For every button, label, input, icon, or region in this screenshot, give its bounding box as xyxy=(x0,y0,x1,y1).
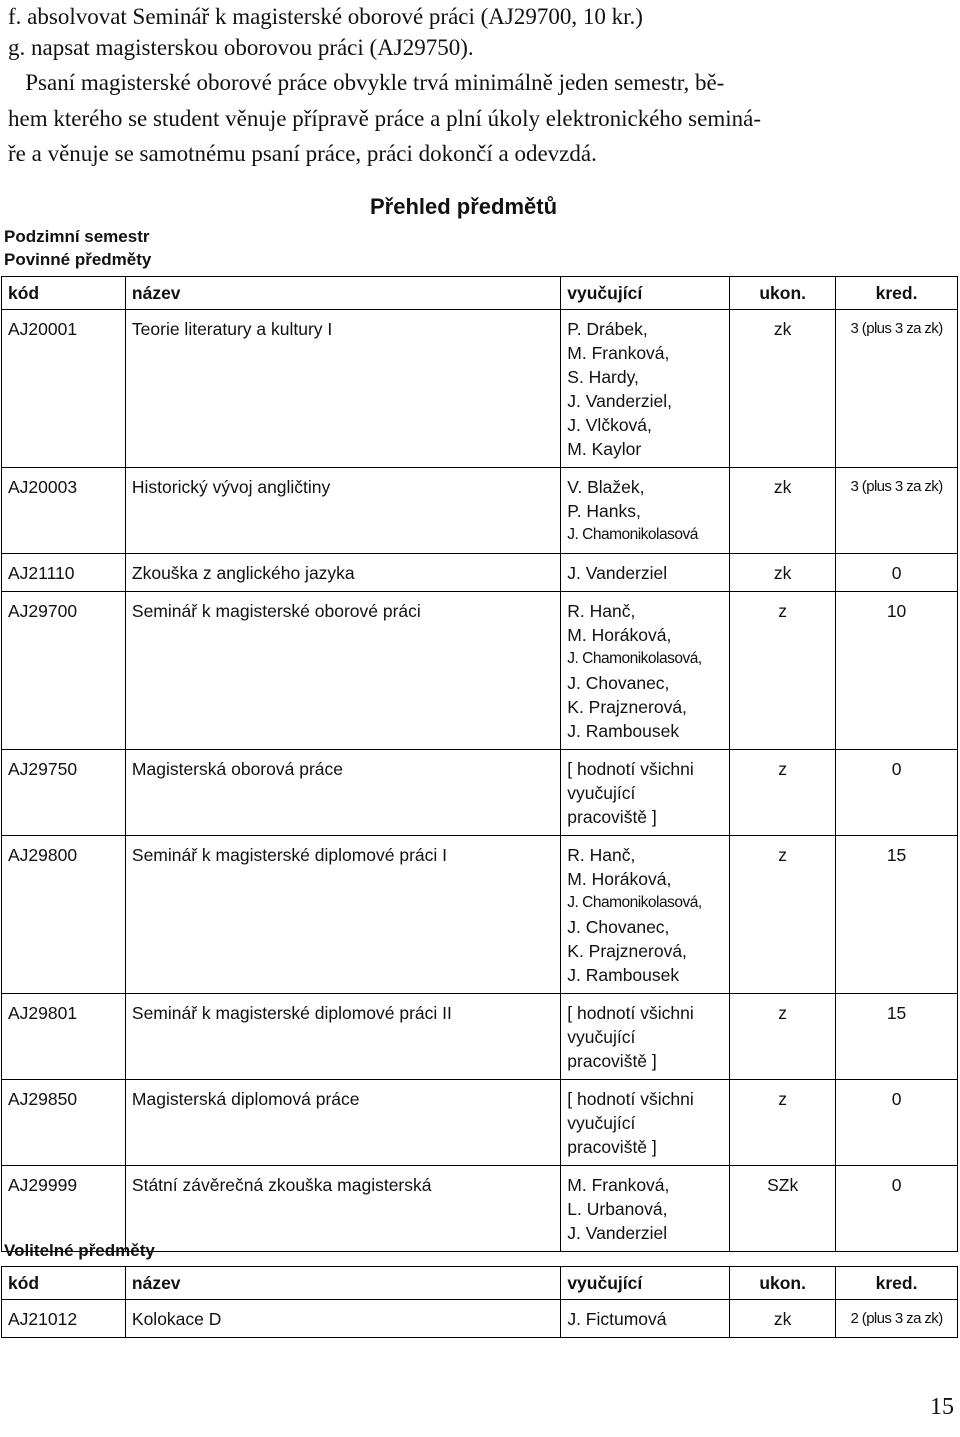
course-code: AJ29850 xyxy=(2,1080,126,1166)
table-row xyxy=(2,554,958,592)
column-header-lecturers: vyučující xyxy=(561,1267,730,1300)
lecturer-name: vyučující xyxy=(567,1113,636,1133)
overview-title: Přehled předmětů xyxy=(370,194,558,219)
course-completion: zk xyxy=(730,310,836,468)
course-credits: 0 xyxy=(836,750,958,836)
lecturer-name: J. Vlčková, xyxy=(567,415,652,435)
table-row xyxy=(2,468,958,554)
course-name: Kolokace D xyxy=(125,1300,560,1338)
lecturer-name: vyučující xyxy=(567,783,636,803)
lecturer-name: J. Chamonikolasová, xyxy=(567,894,702,911)
course-code: AJ20003 xyxy=(2,468,126,554)
column-header-completion: ukon. xyxy=(730,277,836,310)
course-code: AJ21012 xyxy=(2,1300,126,1338)
table-row xyxy=(2,836,958,994)
column-header-completion: ukon. xyxy=(730,1267,836,1300)
course-name: Magisterská oborová práce xyxy=(125,750,560,836)
lecturer-name: M. Horáková, xyxy=(567,869,672,889)
course-completion: z xyxy=(730,750,836,836)
lecturer-name: J. Chamonikolasová xyxy=(567,526,698,543)
table-row xyxy=(2,1166,958,1252)
lecturer-name: pracoviště ] xyxy=(567,807,657,827)
paragraph-line: Psaní magisterské oborové práce obvykle trvá minimálně jeden semestr, bě- xyxy=(8,70,725,95)
course-code: AJ29750 xyxy=(2,750,126,836)
course-lecturers xyxy=(561,994,730,1080)
lecturer-name: K. Prajznerová, xyxy=(567,941,687,961)
course-code: AJ21110 xyxy=(2,554,126,592)
table-row xyxy=(2,592,958,750)
lecturer-name: J. Chamonikolasová, xyxy=(567,650,702,667)
column-header-name: název xyxy=(125,277,560,310)
lecturer-name: M. Kaylor xyxy=(567,439,642,459)
course-credits: 0 xyxy=(836,1080,958,1166)
course-name: Seminář k magisterské diplomové práci II xyxy=(125,994,560,1080)
course-lecturers xyxy=(561,592,730,750)
course-lecturers xyxy=(561,750,730,836)
lecturer-name: pracoviště ] xyxy=(567,1137,657,1157)
course-credits: 15 xyxy=(836,836,958,994)
lecturer-name: P. Hanks, xyxy=(567,501,641,521)
lecturer-name: J. Rambousek xyxy=(567,965,680,985)
course-credits: 3 (plus 3 za zk) xyxy=(836,310,958,468)
lecturer-name: S. Hardy, xyxy=(567,367,639,387)
table-row xyxy=(2,1300,958,1338)
table-row xyxy=(2,310,958,468)
lecturer-name: M. Franková, xyxy=(567,343,670,363)
column-header-lecturers: vyučující xyxy=(561,277,730,310)
course-credits: 0 xyxy=(836,1166,958,1252)
lecturer-name: J. Chovanec, xyxy=(567,917,670,937)
course-lecturers xyxy=(561,310,730,468)
course-lecturers xyxy=(561,1166,730,1252)
lecturer-name: R. Hanč, xyxy=(567,601,636,621)
course-completion: z xyxy=(730,994,836,1080)
lecturer-name: [ hodnotí všichni xyxy=(567,1003,694,1023)
course-completion: z xyxy=(730,592,836,750)
lecturer-name: J. Vanderziel xyxy=(567,563,668,583)
lecturer-name: L. Urbanová, xyxy=(567,1199,668,1219)
paragraph-line: ře a věnuje se samotnému psaní práce, práci dokončí a odevzdá. xyxy=(8,141,597,166)
mandatory-courses-table xyxy=(1,276,958,1252)
elective-title: Volitelné předměty xyxy=(4,1241,155,1260)
column-header-code: kód xyxy=(2,277,126,310)
course-lecturers xyxy=(561,836,730,994)
list-item-f: f. absolvovat Seminář k magisterské oborové práci (AJ29700, 10 kr.) xyxy=(8,4,643,29)
column-header-credits: kred. xyxy=(836,277,958,310)
lecturer-name: M. Horáková, xyxy=(567,625,672,645)
course-lecturers xyxy=(561,1300,730,1338)
course-code: AJ29800 xyxy=(2,836,126,994)
list-item-g: g. napsat magisterskou oborovou práci (AJ29750). xyxy=(8,35,474,60)
lecturer-name: vyučující xyxy=(567,1027,636,1047)
table-row xyxy=(2,1080,958,1166)
lecturer-name: J. Chovanec, xyxy=(567,673,670,693)
lecturer-name: J. Vanderziel xyxy=(567,1223,668,1243)
lecturer-name: J. Fictumová xyxy=(567,1309,667,1329)
table-row xyxy=(2,750,958,836)
column-header-credits: kred. xyxy=(836,1267,958,1300)
lecturer-name: [ hodnotí všichni xyxy=(567,1089,694,1109)
lecturer-name: V. Blažek, xyxy=(567,477,645,497)
lecturer-name: J. Vanderziel, xyxy=(567,391,673,411)
semester-label: Podzimní semestr xyxy=(4,227,150,246)
course-credits: 2 (plus 3 za zk) xyxy=(836,1300,958,1338)
table-row xyxy=(2,994,958,1080)
course-code: AJ20001 xyxy=(2,310,126,468)
course-completion: SZk xyxy=(730,1166,836,1252)
paragraph-line: hem kterého se student věnuje přípravě práce a plní úkoly elektronického seminá- xyxy=(8,106,761,131)
table-header-row xyxy=(2,277,958,310)
mandatory-title: Povinné předměty xyxy=(4,250,152,269)
course-lecturers xyxy=(561,468,730,554)
course-completion: zk xyxy=(730,468,836,554)
course-name: Seminář k magisterské diplomové práci I xyxy=(125,836,560,994)
course-name: Historický vývoj angličtiny xyxy=(125,468,560,554)
course-credits: 0 xyxy=(836,554,958,592)
lecturer-name: K. Prajznerová, xyxy=(567,697,687,717)
course-credits: 15 xyxy=(836,994,958,1080)
table-header-row xyxy=(2,1267,958,1300)
course-completion: zk xyxy=(730,1300,836,1338)
page-number: 15 xyxy=(930,1394,954,1420)
course-name: Teorie literatury a kultury I xyxy=(125,310,560,468)
course-completion: z xyxy=(730,1080,836,1166)
course-code: AJ29999 xyxy=(2,1166,126,1252)
course-name: Magisterská diplomová práce xyxy=(125,1080,560,1166)
course-code: AJ29700 xyxy=(2,592,126,750)
column-header-name: název xyxy=(125,1267,560,1300)
course-code: AJ29801 xyxy=(2,994,126,1080)
course-completion: zk xyxy=(730,554,836,592)
lecturer-name: R. Hanč, xyxy=(567,845,636,865)
elective-courses-table xyxy=(1,1266,958,1338)
lecturer-name: pracoviště ] xyxy=(567,1051,657,1071)
column-header-code: kód xyxy=(2,1267,126,1300)
course-completion: z xyxy=(730,836,836,994)
course-name: Státní závěrečná zkouška magisterská xyxy=(125,1166,560,1252)
course-credits: 10 xyxy=(836,592,958,750)
lecturer-name: [ hodnotí všichni xyxy=(567,759,694,779)
course-lecturers xyxy=(561,554,730,592)
course-name: Zkouška z anglického jazyka xyxy=(125,554,560,592)
lecturer-name: J. Rambousek xyxy=(567,721,680,741)
lecturer-name: P. Drábek, xyxy=(567,319,648,339)
course-lecturers xyxy=(561,1080,730,1166)
lecturer-name: M. Franková, xyxy=(567,1175,670,1195)
course-credits: 3 (plus 3 za zk) xyxy=(836,468,958,554)
course-name: Seminář k magisterské oborové práci xyxy=(125,592,560,750)
